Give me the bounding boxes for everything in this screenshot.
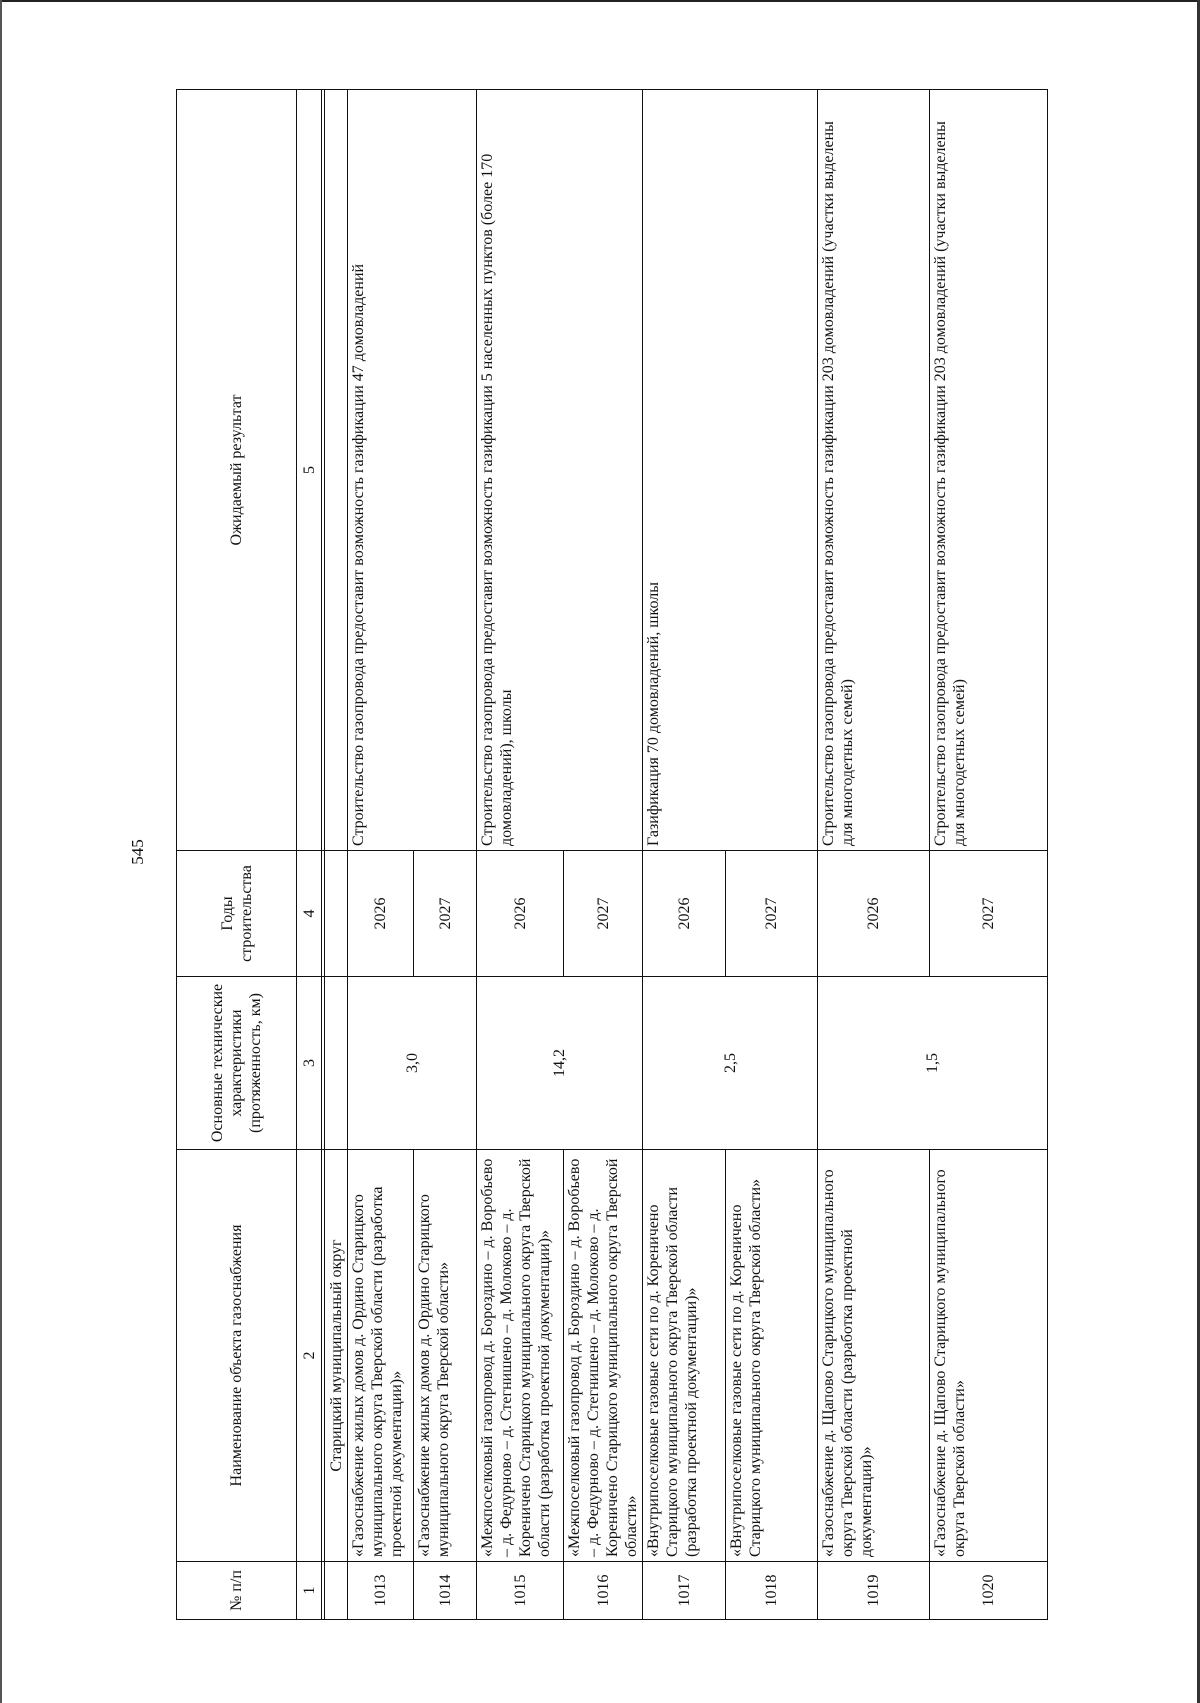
page-number: 545 xyxy=(128,839,147,865)
col-index: 3 xyxy=(297,977,322,1150)
column-index-row xyxy=(297,90,322,1620)
district-row xyxy=(325,90,348,1620)
construction-year: 2027 xyxy=(414,851,477,977)
object-name: «Газоснабжение д. Щапово Старицкого муниципального округа Тверской области (разработка проектной документации)» xyxy=(818,1150,930,1562)
expected-result: Строительство газопровода предоставит возможность газификации 203 домовладений (участки выделены для многодетных семей) xyxy=(818,90,930,851)
object-name: «Газоснабжение жилых домов д. Ордино Старицкого муниципального округа Тверской области (разработка проектной документации)» xyxy=(348,1150,414,1562)
header-num: № п/п xyxy=(177,1562,297,1620)
row-num: 1018 xyxy=(726,1562,818,1620)
district-name: Старицкий муниципальный округ xyxy=(325,1150,348,1562)
header-result: Ожидаемый результат xyxy=(177,90,297,851)
length-km: 2,5 xyxy=(643,977,818,1150)
table-row xyxy=(348,90,414,1620)
row-num: 1019 xyxy=(818,1562,930,1620)
header-specs: Основные технические характеристики (протяженность, км) xyxy=(177,977,297,1150)
construction-year: 2026 xyxy=(477,851,564,977)
rotated-page-content xyxy=(176,90,1048,1620)
header-row xyxy=(177,90,297,1620)
construction-year: 2026 xyxy=(643,851,726,977)
row-num: 1015 xyxy=(477,1562,564,1620)
row-num: 1020 xyxy=(930,1562,1048,1620)
scan-left-edge xyxy=(0,0,2,1703)
construction-year: 2027 xyxy=(726,851,818,977)
object-name: «Межпоселковый газопровод д. Бороздино – д. Воробьево – д. Федурново – д. Стегнишено – д. Молоково – д. Кореничено Старицкого муниципального округа Тверской области (разработка проектной документации)» xyxy=(477,1150,564,1562)
col-index: 5 xyxy=(297,90,322,851)
district-cell xyxy=(325,90,348,851)
table-row xyxy=(818,90,930,1620)
header-name: Наименование объекта газоснабжения xyxy=(177,1150,297,1562)
district-cell xyxy=(325,851,348,977)
col-index: 1 xyxy=(297,1562,322,1620)
object-name: «Газоснабжение д. Щапово Старицкого муниципального округа Тверской области» xyxy=(930,1150,1048,1562)
table-row xyxy=(477,90,564,1620)
length-km: 14,2 xyxy=(477,977,643,1150)
table-row xyxy=(930,90,1048,1620)
object-name: «Внутрипоселковые газовые сети по д. Кореничено Старицкого муниципального округа Тверской области» xyxy=(726,1150,818,1562)
construction-year: 2027 xyxy=(930,851,1048,977)
scan-top-edge xyxy=(0,0,1200,2)
row-num: 1014 xyxy=(414,1562,477,1620)
object-name: «Внутрипоселковые газовые сети по д. Кореничено Старицкого муниципального округа Тверской области (разработка проектной документации)» xyxy=(643,1150,726,1562)
expected-result: Строительство газопровода предоставит возможность газификации 203 домовладений (участки выделены для многодетных семей) xyxy=(930,90,1048,851)
header-years: Годы строительства xyxy=(177,851,297,977)
district-cell xyxy=(325,977,348,1150)
row-num: 1017 xyxy=(643,1562,726,1620)
col-index: 4 xyxy=(297,851,322,977)
district-num-cell xyxy=(325,1562,348,1620)
expected-result: Строительство газопровода предоставит возможность газификации 5 населенных пунктов (более 170 домовладений), школы xyxy=(477,90,643,851)
construction-year: 2027 xyxy=(564,851,643,977)
length-km: 1,5 xyxy=(818,977,1048,1150)
expected-result: Строительство газопровода предоставит возможность газификации 47 домовладений xyxy=(348,90,477,851)
object-name: «Межпоселковый газопровод д. Бороздино – д. Воробьево – д. Федурново – д. Стегнишено – д. Молоково – д. Кореничено Старицкого муниципального округа Тверской области» xyxy=(564,1150,643,1562)
expected-result: Газификация 70 домовладений, школы xyxy=(643,90,818,851)
row-num: 1016 xyxy=(564,1562,643,1620)
gas-supply-table xyxy=(176,89,1048,1620)
col-index: 2 xyxy=(297,1150,322,1562)
length-km: 3,0 xyxy=(348,977,477,1150)
table-row xyxy=(643,90,726,1620)
construction-year: 2026 xyxy=(818,851,930,977)
object-name: «Газоснабжение жилых домов д. Ордино Старицкого муниципального округа Тверской области» xyxy=(414,1150,477,1562)
construction-year: 2026 xyxy=(348,851,414,977)
row-num: 1013 xyxy=(348,1562,414,1620)
